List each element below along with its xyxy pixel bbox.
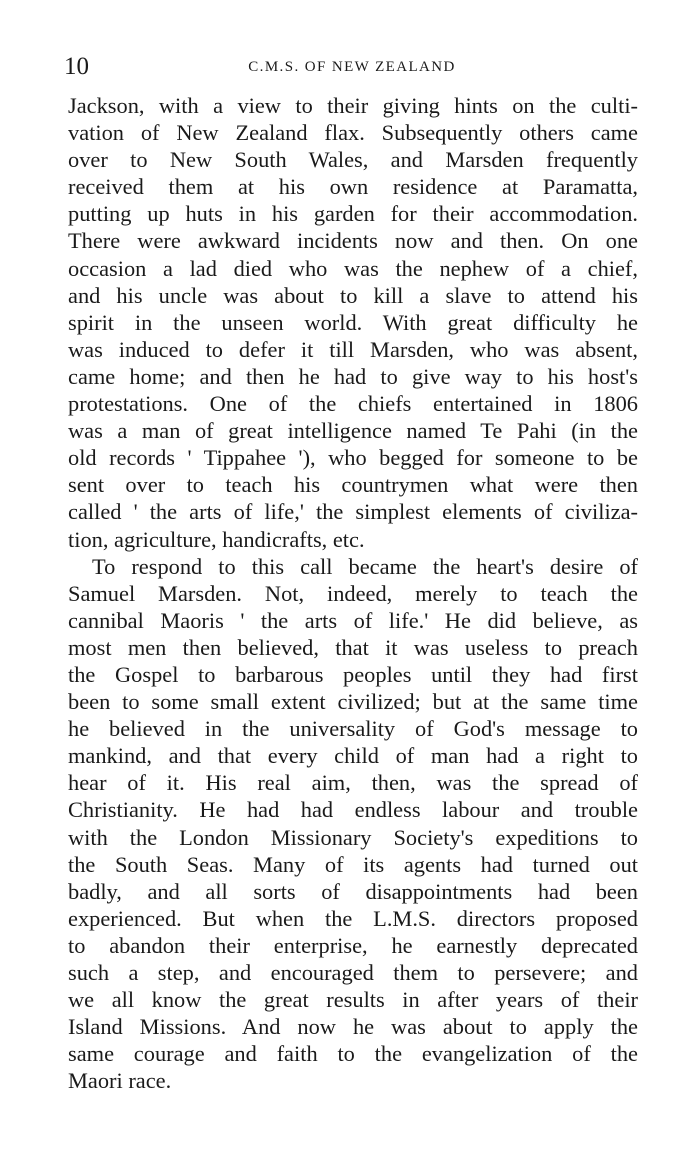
text-line: been to some small extent civilized; but at the same time [68,689,638,715]
text-line: same courage and faith to the evangelization of the [68,1041,638,1067]
text-line: with the London Missionary Society's expeditions to [68,824,638,850]
text-line: There were awkward incidents now and then. On one [68,228,638,254]
text-line: he believed in the universality of God's message to [68,716,638,742]
text-line: we all know the great results in after years of their [68,987,638,1013]
text-line: Island Missions. And now he was about to apply the [68,1014,638,1040]
text-line: received them at his own residence at Paramatta, [68,174,638,200]
body-text [68,92,638,1094]
text-line: to abandon their enterprise, he earnestly deprecated [68,932,638,958]
text-line: mankind, and that every child of man had a right to [68,743,638,769]
text-line: Samuel Marsden. Not, indeed, merely to teach the [68,580,638,606]
text-line: sent over to teach his countrymen what were then [68,472,638,498]
text-line: was a man of great intelligence named Te Pahi (in the [68,418,638,444]
text-line: To respond to this call became the heart's desire of [92,553,638,579]
text-line: old records ' Tippahee '), who begged for someone to be [68,445,638,471]
text-line: protestations. One of the chiefs entertained in 1806 [68,391,638,417]
text-line: was induced to defer it till Marsden, who was absent, [68,336,638,362]
text-line: and his uncle was about to kill a slave to attend his [68,282,638,308]
text-line: over to New South Wales, and Marsden frequently [68,147,638,173]
text-line: most men then believed, that it was useless to preach [68,634,638,660]
text-line: occasion a lad died who was the nephew of a chief, [68,255,638,281]
text-line: badly, and all sorts of disappointments had been [68,878,638,904]
text-line: the Gospel to barbarous peoples until they had first [68,661,638,687]
paragraph-2 [68,553,638,1095]
text-line: experienced. But when the L.M.S. directors proposed [68,905,638,931]
text-line: came home; and then he had to give way to his host's [68,363,638,389]
text-line: tion, agriculture, handicrafts, etc. [68,526,365,552]
text-line: Christianity. He had had endless labour and trouble [68,797,638,823]
text-line: cannibal Maoris ' the arts of life.' He did believe, as [68,607,638,633]
text-line: spirit in the unseen world. With great difficulty he [68,309,638,335]
text-line: hear of it. His real aim, then, was the spread of [68,770,638,796]
text-line: the South Seas. Many of its agents had turned out [68,851,638,877]
running-title: C.M.S. OF NEW ZEALAND [248,59,456,75]
text-line: Maori race. [68,1068,172,1094]
text-line: vation of New Zealand flax. Subsequently others came [68,120,638,146]
page-number: 10 [64,53,89,80]
text-line: putting up huts in his garden for their accommodation. [68,201,638,227]
text-line: such a step, and encouraged them to persevere; and [68,960,638,985]
paragraph-1 [68,92,638,553]
text-line: Jackson, with a view to their giving hints on the culti- [68,93,638,118]
running-head [62,52,642,82]
text-line: called ' the arts of life,' the simplest elements of civiliza- [68,499,638,525]
